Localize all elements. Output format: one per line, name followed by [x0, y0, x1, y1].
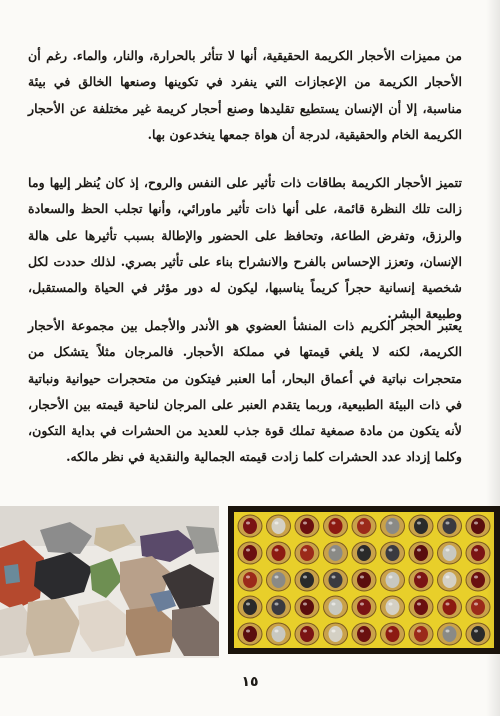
ring [381, 569, 405, 591]
page-edge-shadow [486, 0, 500, 716]
ring [324, 596, 348, 618]
ring [324, 623, 348, 645]
ring [324, 515, 348, 537]
ring [352, 515, 376, 537]
ring [267, 623, 291, 645]
ring [238, 515, 262, 537]
ring [409, 596, 433, 618]
ring [267, 596, 291, 618]
ring [409, 542, 433, 564]
ring [352, 542, 376, 564]
ring [352, 569, 376, 591]
paragraph-2 [28, 170, 462, 328]
ring [267, 542, 291, 564]
page-number: ١٥ [241, 674, 259, 690]
ring [238, 596, 262, 618]
ring [324, 569, 348, 591]
raw-gemstones-photo [0, 506, 219, 658]
ring [295, 515, 319, 537]
paragraph-3 [28, 313, 462, 471]
rings-tray-illustration [228, 506, 500, 654]
ring [324, 542, 348, 564]
ring [352, 596, 376, 618]
ring [409, 623, 433, 645]
ring [295, 569, 319, 591]
ring [267, 569, 291, 591]
ring [381, 515, 405, 537]
ring [238, 623, 262, 645]
ring [438, 542, 462, 564]
ring [295, 623, 319, 645]
ring [438, 596, 462, 618]
ring [438, 515, 462, 537]
gemstone-rings-tray-photo [228, 506, 500, 654]
paragraph-3-text: يعتبر الحجر الكريم ذات المنشأ العضوي هو الأندر والأجمل بين مجموعة الأحجار الكريمة، لكنه لا يلغي قيمتها في مملكة الأحجار. فالمرجان مثلاً يتشكل من متحجرات نباتية في أعماق البحار، أما العنبر فيتكون من متحجرات حيوانية ونباتية في ذات البيئة الطبيعية، وربما يتقدم العنبر على المرجان لناحية قيمته بين الأحجار، لأنه يتكون من مادة صمغية تملك قوة جذب للعديد من الحشرات في بداية التكون، وكلما إزداد عدد الحشرات كلما زادت قيمته الجمالية والنقدية في نظر مالكه. [28, 318, 462, 465]
ring [409, 515, 433, 537]
ring [352, 623, 376, 645]
ring [295, 596, 319, 618]
paragraph-1-text: من مميزات الأحجار الكريمة الحقيقية، أنها لا تتأثر بالحرارة، والنار، والماء. رغم أن الأحجار الكريمة من الإعجازات التي ينفرد في تكوينها وصنعها الخالق في بيئة مناسبة، إلا أن الإنسان يستطيع تقليدها وصنع أحجار كريمة غير مختلفة عن الأحجار الكريمة الخام والحقيقية، لدرجة أن هواة جمعها ينخدعون بها. [28, 48, 462, 142]
ring [238, 569, 262, 591]
paragraph-2-text: تتميز الأحجار الكريمة بطاقات ذات تأثير على النفس والروح، إذ كان يُنظر إليها وما زالت تلك النظرة قائمة، على أنها ذات تأثير ماورائي، وأنها تجلب الحظ والسعادة والرزق، وتفرض الطاعة، وتحافظ على الحضور والإطالة بسبب تأثيرها على هالة الإنسان، وتعزز الإحساس بالفرح والانشراح بناء على تأثير بصري. لذلك حددت لكل شخصية إنسانية حجراً كريماً يناسبها، ليكون له دور مؤثر في الحياة والمستقبل، وطبيعة البشر. [28, 175, 462, 322]
ring [238, 542, 262, 564]
ring [381, 623, 405, 645]
ring [381, 596, 405, 618]
raw-gemstones-illustration [0, 506, 219, 658]
ring [438, 569, 462, 591]
paragraph-1 [28, 43, 462, 148]
ring [267, 515, 291, 537]
ring [381, 542, 405, 564]
ring [295, 542, 319, 564]
ring [409, 569, 433, 591]
ring [438, 623, 462, 645]
